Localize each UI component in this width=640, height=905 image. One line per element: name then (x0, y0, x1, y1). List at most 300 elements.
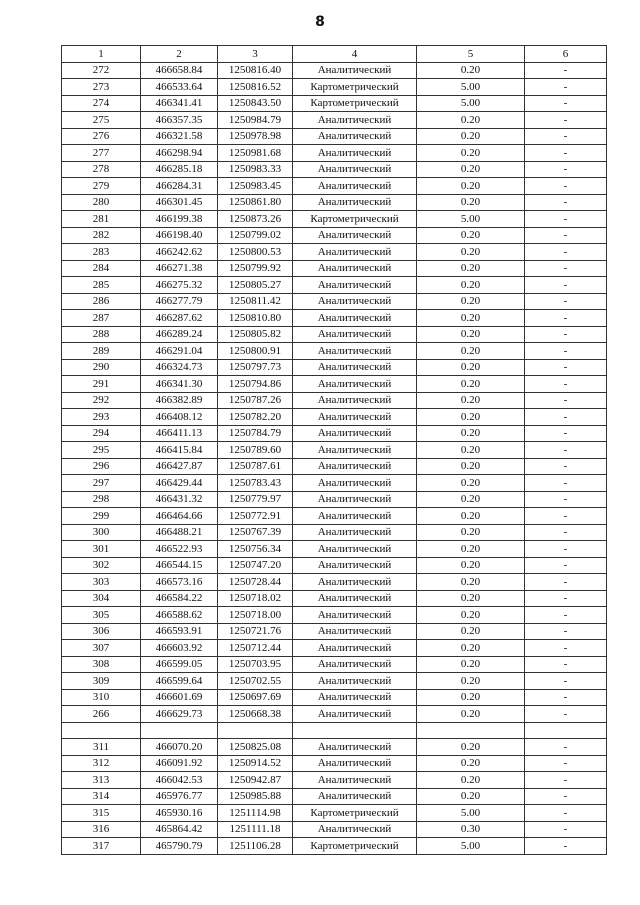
table-cell: 0.20 (417, 508, 525, 525)
table-cell: 316 (62, 821, 141, 838)
table-cell: - (525, 244, 607, 261)
table-row (62, 145, 607, 162)
table-cell: - (525, 425, 607, 442)
table-cell: - (525, 541, 607, 558)
table-row (62, 62, 607, 79)
table-cell: 466091.92 (141, 755, 218, 772)
table-cell (293, 722, 417, 739)
table-row (62, 491, 607, 508)
table-cell: 466415.84 (141, 442, 218, 459)
table-cell: 272 (62, 62, 141, 79)
table-cell: 466321.58 (141, 128, 218, 145)
table-cell: Аналитический (293, 112, 417, 129)
table-row (62, 178, 607, 195)
table-row (62, 838, 607, 855)
table-row (62, 541, 607, 558)
table-cell: - (525, 508, 607, 525)
table-cell: 0.20 (417, 409, 525, 426)
table-cell: 298 (62, 491, 141, 508)
table-cell: 5.00 (417, 211, 525, 228)
table-cell: 311 (62, 739, 141, 756)
table-cell: 466070.20 (141, 739, 218, 756)
table-row (62, 310, 607, 327)
table-cell: Аналитический (293, 227, 417, 244)
table-cell: - (525, 409, 607, 426)
table-cell: - (525, 145, 607, 162)
table-cell: 5.00 (417, 79, 525, 96)
header-cell: 4 (293, 46, 417, 63)
table-cell: 0.20 (417, 161, 525, 178)
table-cell: 1250718.00 (218, 607, 293, 624)
table-cell: 466603.92 (141, 640, 218, 657)
table-cell: 1250978.98 (218, 128, 293, 145)
table-row (62, 673, 607, 690)
table-cell: Аналитический (293, 326, 417, 343)
table-cell: 466357.35 (141, 112, 218, 129)
table-row (62, 590, 607, 607)
table-cell: 0.20 (417, 293, 525, 310)
table-row (62, 607, 607, 624)
table-row (62, 95, 607, 112)
table-cell: 0.30 (417, 821, 525, 838)
table-row (62, 112, 607, 129)
table-cell: - (525, 689, 607, 706)
table-cell: Аналитический (293, 458, 417, 475)
table-cell: 0.20 (417, 491, 525, 508)
table-cell: 1250668.38 (218, 706, 293, 723)
table-cell: - (525, 788, 607, 805)
table-cell: 1250747.20 (218, 557, 293, 574)
table-cell: - (525, 343, 607, 360)
table-cell: 466198.40 (141, 227, 218, 244)
table-cell: 466275.32 (141, 277, 218, 294)
table-cell: 1250810.80 (218, 310, 293, 327)
table-cell: 287 (62, 310, 141, 327)
table-cell: 466284.31 (141, 178, 218, 195)
table-cell: 5.00 (417, 838, 525, 855)
table-cell: 0.20 (417, 541, 525, 558)
table-row (62, 343, 607, 360)
table-row (62, 458, 607, 475)
table-cell: - (525, 772, 607, 789)
table-cell: - (525, 838, 607, 855)
table-cell: 466301.45 (141, 194, 218, 211)
table-row (62, 442, 607, 459)
table-cell: - (525, 293, 607, 310)
table-cell: Аналитический (293, 656, 417, 673)
table-cell: 1250861.80 (218, 194, 293, 211)
table-cell: 0.20 (417, 343, 525, 360)
table-cell: Картометрический (293, 805, 417, 822)
header-cell: 1 (62, 46, 141, 63)
table-cell: 1250800.91 (218, 343, 293, 360)
table-cell: 300 (62, 524, 141, 541)
table-cell: - (525, 673, 607, 690)
table-cell: Картометрический (293, 95, 417, 112)
table-row (62, 805, 607, 822)
table-cell: 1250703.95 (218, 656, 293, 673)
table-cell: - (525, 524, 607, 541)
table-cell: - (525, 112, 607, 129)
table-cell: Аналитический (293, 607, 417, 624)
table-cell: 1250712.44 (218, 640, 293, 657)
table-cell: 273 (62, 79, 141, 96)
table-row (62, 194, 607, 211)
table-cell: - (525, 623, 607, 640)
table-cell: 466599.64 (141, 673, 218, 690)
table-row (62, 640, 607, 657)
table-cell: 304 (62, 590, 141, 607)
table-cell: Аналитический (293, 640, 417, 657)
table-cell: 308 (62, 656, 141, 673)
table-cell (62, 722, 141, 739)
table-cell: Аналитический (293, 310, 417, 327)
table-cell: 1250805.27 (218, 277, 293, 294)
table-cell: 466289.24 (141, 326, 218, 343)
table-cell: 310 (62, 689, 141, 706)
table-cell: Картометрический (293, 79, 417, 96)
table-cell: 1250779.97 (218, 491, 293, 508)
blank-separator-row (62, 722, 607, 739)
table-cell: Аналитический (293, 376, 417, 393)
table-cell: Аналитический (293, 508, 417, 525)
table-cell: 0.20 (417, 277, 525, 294)
table-cell: 466599.05 (141, 656, 218, 673)
table-cell: 466408.12 (141, 409, 218, 426)
table-cell: 1250756.34 (218, 541, 293, 558)
table-cell: 314 (62, 788, 141, 805)
table-cell: 1250797.73 (218, 359, 293, 376)
table-cell: 1250825.08 (218, 739, 293, 756)
table-cell: 1250721.76 (218, 623, 293, 640)
table-row (62, 689, 607, 706)
table-cell: 275 (62, 112, 141, 129)
table-cell (141, 722, 218, 739)
table-cell: 296 (62, 458, 141, 475)
table-cell: 466464.66 (141, 508, 218, 525)
table-cell: 0.20 (417, 689, 525, 706)
header-cell: 3 (218, 46, 293, 63)
table-cell: 299 (62, 508, 141, 525)
table-cell: 0.20 (417, 227, 525, 244)
table-cell: Аналитический (293, 623, 417, 640)
table-cell: Аналитический (293, 788, 417, 805)
table-cell: 302 (62, 557, 141, 574)
table-cell: - (525, 211, 607, 228)
table-cell: 1250816.52 (218, 79, 293, 96)
table-cell: Аналитический (293, 706, 417, 723)
table-cell: 0.20 (417, 607, 525, 624)
table-cell: Аналитический (293, 194, 417, 211)
table-cell: 1250981.68 (218, 145, 293, 162)
table-cell: Аналитический (293, 425, 417, 442)
table-row (62, 656, 607, 673)
table-cell: Аналитический (293, 541, 417, 558)
table-cell: 279 (62, 178, 141, 195)
table-cell: 288 (62, 326, 141, 343)
table-cell: 0.20 (417, 442, 525, 459)
table-cell: 1250983.33 (218, 161, 293, 178)
table-row (62, 293, 607, 310)
table-cell: 309 (62, 673, 141, 690)
table-cell: 1250784.79 (218, 425, 293, 442)
table-cell: Аналитический (293, 343, 417, 360)
table-row (62, 772, 607, 789)
table-cell: 465930.16 (141, 805, 218, 822)
table-cell: 466588.62 (141, 607, 218, 624)
table-cell: 0.20 (417, 62, 525, 79)
table-cell: - (525, 359, 607, 376)
table-cell: - (525, 79, 607, 96)
table-cell: 466199.38 (141, 211, 218, 228)
table-cell: 5.00 (417, 95, 525, 112)
table-cell: 1250816.40 (218, 62, 293, 79)
table-row (62, 557, 607, 574)
table-cell: Аналитический (293, 409, 417, 426)
table-cell: 1250787.26 (218, 392, 293, 409)
table-row (62, 409, 607, 426)
table-cell: - (525, 458, 607, 475)
table-cell: - (525, 194, 607, 211)
table-cell: - (525, 706, 607, 723)
table-row (62, 211, 607, 228)
table-cell: 0.20 (417, 574, 525, 591)
table-cell: 466285.18 (141, 161, 218, 178)
table-row (62, 277, 607, 294)
table-cell: Аналитический (293, 739, 417, 756)
table-cell: - (525, 590, 607, 607)
table-cell: 466522.93 (141, 541, 218, 558)
table-row (62, 128, 607, 145)
table-cell: - (525, 805, 607, 822)
table-row (62, 508, 607, 525)
table-cell: 0.20 (417, 128, 525, 145)
table-header-row (62, 46, 607, 63)
table-cell: Аналитический (293, 673, 417, 690)
table-cell: 0.20 (417, 112, 525, 129)
table-cell: - (525, 656, 607, 673)
table-cell: 1250942.87 (218, 772, 293, 789)
table-cell: 297 (62, 475, 141, 492)
table-cell: 283 (62, 244, 141, 261)
table-cell: 466427.87 (141, 458, 218, 475)
page-number: 8 (315, 14, 325, 30)
table-cell: 0.20 (417, 310, 525, 327)
table-cell: Аналитический (293, 178, 417, 195)
header-cell: 5 (417, 46, 525, 63)
table-cell: Аналитический (293, 475, 417, 492)
table-row (62, 574, 607, 591)
table-cell: 0.20 (417, 458, 525, 475)
table-cell: 1250914.52 (218, 755, 293, 772)
table-cell: 1251114.98 (218, 805, 293, 822)
table-cell: 1250843.50 (218, 95, 293, 112)
table-cell: Аналитический (293, 574, 417, 591)
table-cell: 466533.64 (141, 79, 218, 96)
table-cell: 1250811.42 (218, 293, 293, 310)
table-cell: 0.20 (417, 260, 525, 277)
table-cell: Аналитический (293, 277, 417, 294)
table-cell: 277 (62, 145, 141, 162)
table-cell: 0.20 (417, 524, 525, 541)
table-cell: 466324.73 (141, 359, 218, 376)
table-cell: - (525, 821, 607, 838)
table-cell: 295 (62, 442, 141, 459)
table-cell: 1250805.82 (218, 326, 293, 343)
table-row (62, 376, 607, 393)
table-cell: 0.20 (417, 640, 525, 657)
table-cell: 1250728.44 (218, 574, 293, 591)
table-cell: 465864.42 (141, 821, 218, 838)
header-cell: 2 (141, 46, 218, 63)
table-cell: 0.20 (417, 557, 525, 574)
table-cell: 466573.16 (141, 574, 218, 591)
table-cell: 466488.21 (141, 524, 218, 541)
table-row (62, 244, 607, 261)
table-cell: - (525, 62, 607, 79)
table-cell: - (525, 326, 607, 343)
table-cell: 0.20 (417, 788, 525, 805)
table-cell: 1250794.86 (218, 376, 293, 393)
table-cell: 0.20 (417, 623, 525, 640)
table-cell: Аналитический (293, 392, 417, 409)
table-cell: 466544.15 (141, 557, 218, 574)
table-row (62, 475, 607, 492)
table-cell: 466584.22 (141, 590, 218, 607)
table-cell: 466658.84 (141, 62, 218, 79)
table-cell: Аналитический (293, 491, 417, 508)
table-cell: 0.20 (417, 425, 525, 442)
table-cell: 466277.79 (141, 293, 218, 310)
table-cell: 1251106.28 (218, 838, 293, 855)
table-cell: 0.20 (417, 392, 525, 409)
table-cell: 306 (62, 623, 141, 640)
table-row (62, 788, 607, 805)
table-cell: 1250767.39 (218, 524, 293, 541)
table-cell: 466411.13 (141, 425, 218, 442)
table-cell: - (525, 755, 607, 772)
table-cell: 1250983.45 (218, 178, 293, 195)
table-cell: 276 (62, 128, 141, 145)
table-cell: - (525, 376, 607, 393)
table-cell: 1250984.79 (218, 112, 293, 129)
table-row (62, 739, 607, 756)
table-cell: 466593.91 (141, 623, 218, 640)
table-cell: - (525, 277, 607, 294)
table-cell: 0.20 (417, 178, 525, 195)
table-row (62, 326, 607, 343)
table-cell: 0.20 (417, 326, 525, 343)
table-row (62, 359, 607, 376)
table-cell: 466291.04 (141, 343, 218, 360)
table-cell: Аналитический (293, 128, 417, 145)
table-cell (218, 722, 293, 739)
table-cell: 0.20 (417, 656, 525, 673)
table-cell: 291 (62, 376, 141, 393)
table-cell: - (525, 260, 607, 277)
table-cell (417, 722, 525, 739)
table-cell: 292 (62, 392, 141, 409)
table-cell: - (525, 310, 607, 327)
table-cell: 1250799.92 (218, 260, 293, 277)
table-cell: - (525, 574, 607, 591)
table-cell: - (525, 128, 607, 145)
table-cell: Аналитический (293, 557, 417, 574)
table-cell: 274 (62, 95, 141, 112)
table-cell: Аналитический (293, 145, 417, 162)
table-cell: 278 (62, 161, 141, 178)
table-row (62, 161, 607, 178)
table-cell: 5.00 (417, 805, 525, 822)
table-cell: 281 (62, 211, 141, 228)
table-cell (525, 722, 607, 739)
table-cell: - (525, 557, 607, 574)
table-cell: 305 (62, 607, 141, 624)
table-cell: 466042.53 (141, 772, 218, 789)
table-cell: 0.20 (417, 244, 525, 261)
table-cell: - (525, 442, 607, 459)
table-cell: Аналитический (293, 689, 417, 706)
table-cell: 315 (62, 805, 141, 822)
table-row (62, 755, 607, 772)
table-cell: 1250873.26 (218, 211, 293, 228)
table-cell: - (525, 640, 607, 657)
table-cell: Аналитический (293, 821, 417, 838)
table-cell: 280 (62, 194, 141, 211)
table-cell: Картометрический (293, 838, 417, 855)
table-cell: 0.20 (417, 359, 525, 376)
table-cell: 1250782.20 (218, 409, 293, 426)
table-row (62, 260, 607, 277)
table-cell: 465976.77 (141, 788, 218, 805)
table-cell: - (525, 739, 607, 756)
table-cell: 1250985.88 (218, 788, 293, 805)
table-cell: - (525, 161, 607, 178)
table-cell: 466287.62 (141, 310, 218, 327)
table-cell: 1250697.69 (218, 689, 293, 706)
table-cell: Аналитический (293, 293, 417, 310)
table-cell: 1250787.61 (218, 458, 293, 475)
table-cell: 466431.32 (141, 491, 218, 508)
table-cell: 266 (62, 706, 141, 723)
table-cell: 294 (62, 425, 141, 442)
table-row (62, 79, 607, 96)
table-cell: 466629.73 (141, 706, 218, 723)
table-cell: 466341.41 (141, 95, 218, 112)
table-cell: Картометрический (293, 211, 417, 228)
table-cell: Аналитический (293, 260, 417, 277)
table-cell: 0.20 (417, 739, 525, 756)
table-cell: 0.20 (417, 706, 525, 723)
table-row (62, 623, 607, 640)
table-cell: 303 (62, 574, 141, 591)
table-cell: - (525, 178, 607, 195)
table-cell: 301 (62, 541, 141, 558)
table-cell: Аналитический (293, 244, 417, 261)
table-cell: 289 (62, 343, 141, 360)
table-cell: - (525, 227, 607, 244)
table-cell: Аналитический (293, 755, 417, 772)
table-body (62, 62, 607, 854)
table-cell: - (525, 475, 607, 492)
table-cell: 0.20 (417, 755, 525, 772)
table-cell: 290 (62, 359, 141, 376)
table-cell: Аналитический (293, 524, 417, 541)
coordinates-table (61, 45, 607, 855)
table-cell: Аналитический (293, 442, 417, 459)
table-cell: 0.20 (417, 145, 525, 162)
table-cell: 0.20 (417, 194, 525, 211)
